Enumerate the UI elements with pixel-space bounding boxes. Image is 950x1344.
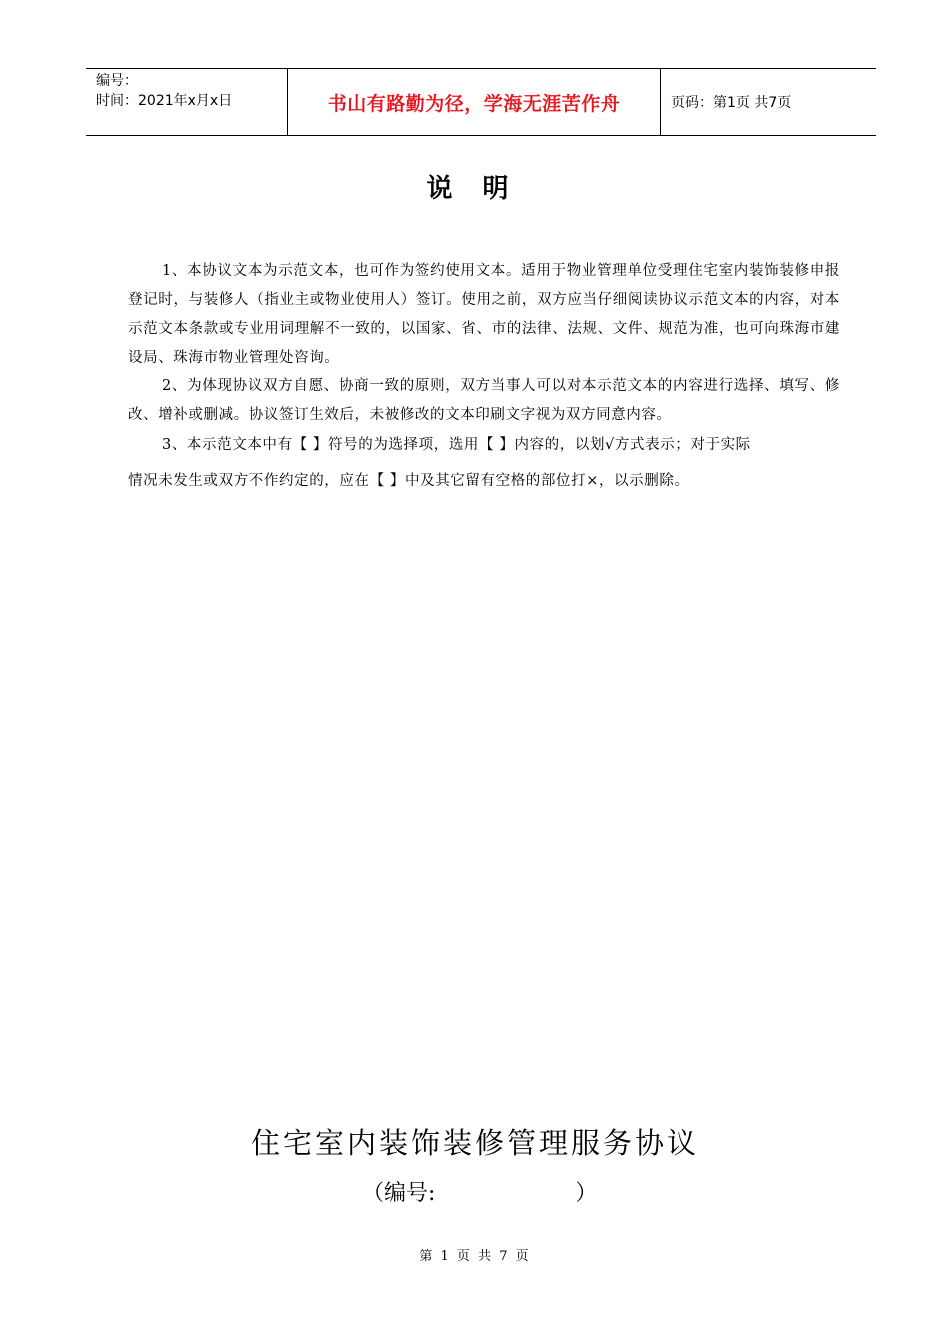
agreement-number-close: ）	[575, 1181, 598, 1206]
page-header	[86, 68, 876, 136]
agreement-title: 住宅室内装饰装修管理服务协议	[250, 1126, 699, 1160]
page-footer: 第 1 页 共 7 页	[419, 1249, 531, 1264]
header-motto: 书山有路勤为径，学海无涯苦作舟	[288, 69, 661, 135]
section-heading: 说明	[426, 174, 539, 204]
paragraph-1: 1、本协议文本为示范文本，也可作为签约使用文本。适用于物业管理单位受理住宅室内装饰装修申报登记时，与装修人（指业主或物业使用人）签订。使用之前，双方应当仔细阅读协议示范文本的内容，对本示范文本条款或专业用词理解不一致的，以国家、省、市的法律、法规、文件、规范为准，也可向珠海市建设局、珠海市物业管理处咨询。	[128, 263, 840, 366]
paragraph-3-line-1: 3、本示范文本中有【 】符号的为选择项，选用【 】内容的，以划√方式表示；对于实际	[162, 437, 751, 453]
header-meta	[86, 69, 288, 135]
header-time-label: 时间：2021年x月x日	[96, 93, 233, 109]
agreement-number-label: （编号:	[362, 1181, 436, 1206]
paragraph-3-line-2: 情况未发生或双方不作约定的，应在【 】中及其它留有空格的部位打×，以示删除。	[128, 473, 690, 489]
header-page-info: 页码：第1页 共7页	[671, 95, 792, 111]
paragraph-2: 2、为体现协议双方自愿、协商一致的原则，双方当事人可以对本示范文本的内容进行选择、填写、修改、增补或删减。协议签订生效后，未被修改的文本印刷文字视为双方同意内容。	[128, 378, 840, 423]
header-number-label: 编号：	[96, 73, 138, 89]
agreement-number	[362, 1176, 597, 1207]
